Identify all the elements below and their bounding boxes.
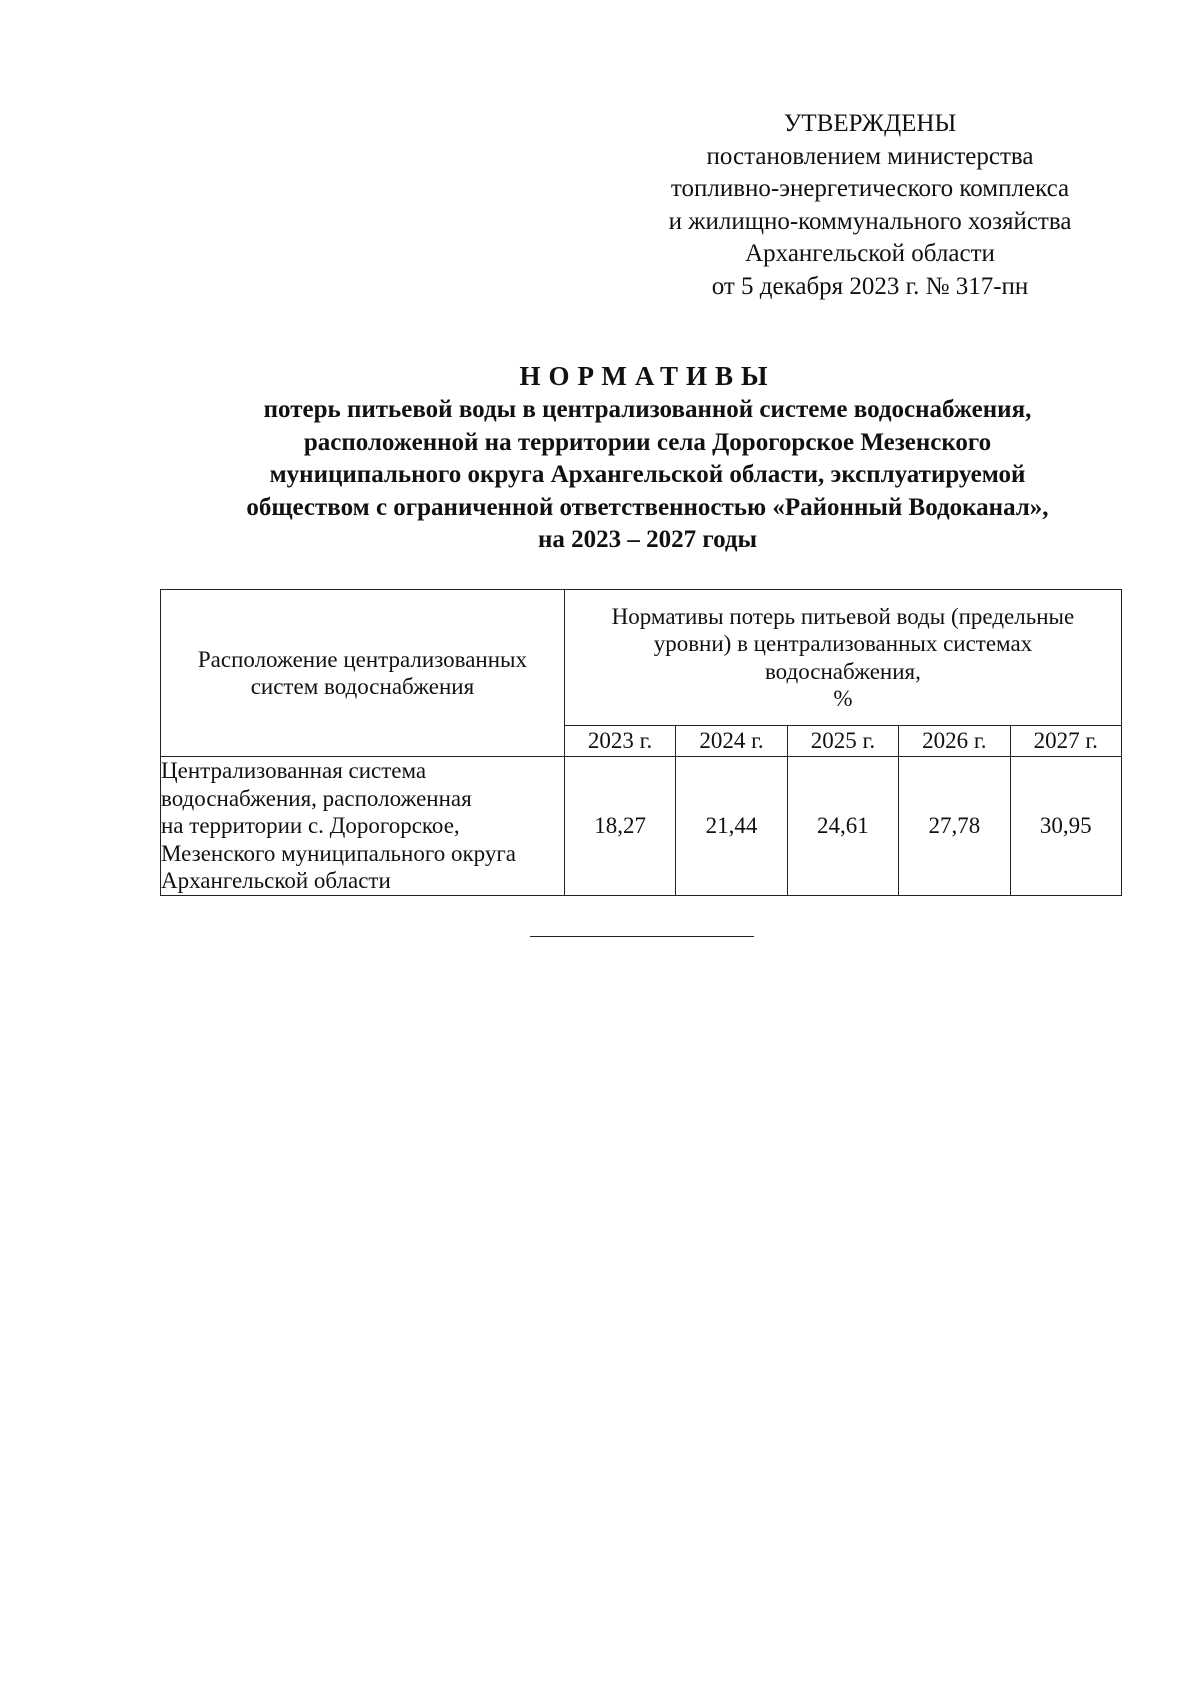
location-line: Мезенского муниципального округа: [161, 840, 516, 866]
document-subtitle-line: потерь питьевой воды в централизованной системе водоснабжения,: [263, 396, 1032, 423]
approval-line: Архангельской области: [745, 240, 995, 267]
approval-line: постановлением министерства: [706, 142, 1034, 170]
document-heading: НОРМАТИВЫ: [519, 361, 776, 391]
year-header: 2026 г.: [899, 726, 1010, 757]
norms-table: [160, 589, 1122, 896]
location-line: на территории с. Дорогорское,: [161, 813, 460, 838]
header-line: Нормативы потерь питьевой воды (предельные: [611, 603, 1075, 629]
location-line: водоснабжения, расположенная: [161, 785, 472, 811]
year-header: 2023 г.: [564, 726, 675, 757]
approval-line: и жилищно-коммунального хозяйства: [668, 207, 1072, 235]
approval-line: УТВЕРЖДЕНЫ: [783, 110, 957, 137]
document-subtitle-line: муниципального округа Архангельской области, эксплуатируемой: [269, 461, 1026, 488]
value-cell: 18,27: [564, 757, 675, 896]
value-cell: 27,78: [899, 757, 1010, 896]
location-line: Архангельской области: [161, 868, 391, 893]
norms-column-header: [564, 590, 1121, 726]
location-column-header: [161, 590, 565, 757]
end-divider: [530, 936, 754, 937]
table-row: [161, 757, 1122, 896]
location-line: Централизованная система: [161, 758, 427, 783]
header-line: %: [833, 686, 853, 711]
header-line: водоснабжения,: [764, 658, 921, 684]
year-header: 2027 г.: [1010, 726, 1121, 757]
header-line: Расположение централизованных: [197, 646, 527, 672]
value-cell: 24,61: [787, 757, 898, 896]
header-line: систем водоснабжения: [250, 674, 475, 699]
approval-stamp-block: [610, 108, 1130, 303]
year-header: 2025 г.: [787, 726, 898, 757]
table-header-row: [161, 590, 1122, 726]
year-header: 2024 г.: [676, 726, 787, 757]
document-subtitle-line: расположенной на территории села Дорогорское Мезенского: [303, 428, 992, 456]
value-cell: 30,95: [1010, 757, 1121, 896]
value-cell: 21,44: [676, 757, 787, 896]
document-subtitle-line: на 2023 – 2027 годы: [537, 526, 758, 553]
approval-line: от 5 декабря 2023 г. № 317-пн: [711, 272, 1029, 300]
header-line: уровни) в централизованных системах: [653, 631, 1033, 656]
document-title-block: [140, 358, 1155, 557]
approval-line: топливно-энергетического комплекса: [670, 175, 1070, 202]
location-cell: [161, 757, 565, 896]
document-subtitle-line: обществом с ограниченной ответственностью «Районный Водоканал»,: [246, 493, 1049, 521]
